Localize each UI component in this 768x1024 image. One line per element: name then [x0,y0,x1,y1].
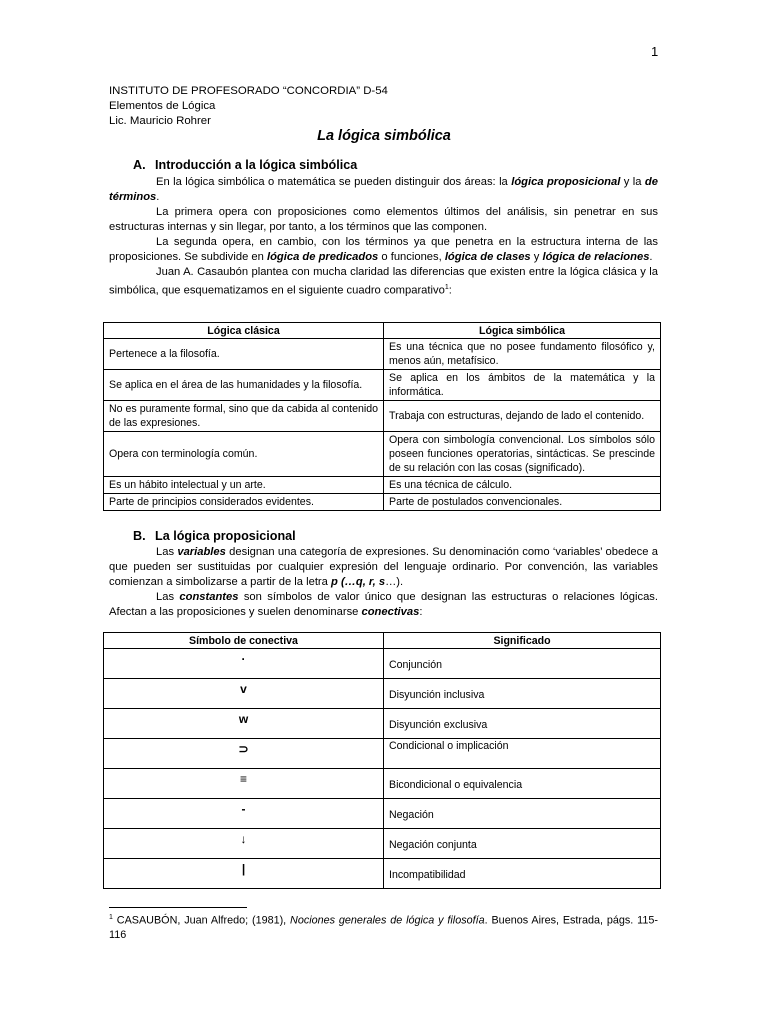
term-emphasis: lógica proposicional [511,176,621,188]
section-a-letter: A. [133,158,146,172]
footnote-book-title: Nociones generales de lógica y filosofía [290,914,485,927]
page-number: 1 [651,44,659,59]
table-cell: Es una técnica que no posee fundamento filosófico y, menos aún, metafísico. [384,339,661,370]
text-run: : [448,284,452,297]
footnote-text: CASAUBÓN, Juan Alfredo; (1981), [112,914,291,927]
table-row [104,401,661,432]
table-cell: Parte de postulados convencionales. [384,494,661,511]
section-b-body [109,545,658,620]
comparison-table [103,322,661,511]
text-run: son símbolos de valor único que designan las estructuras o relaciones lógicas. Afectan a las proposiciones y suelen denominarse [109,591,658,618]
text-run: La segunda opera, en cambio, con los términos ya que penetra en la estructura interna de las proposiciones. Se subdivide en [109,236,658,263]
table-cell: Opera con terminología común. [104,432,384,477]
connective-symbol: v [104,679,384,709]
paragraph [109,590,658,620]
term-emphasis: p (…q, r, s [331,576,386,588]
document-header [109,84,388,129]
author-name: Lic. Mauricio Rohrer [109,115,211,127]
table-cell: Opera con simbología convencional. Los símbolos sólo poseen funciones operatorias, sintácticas. Se prescinde de su relación con las cosas (significado). [384,432,661,477]
table-row [104,859,661,889]
paragraph [109,545,658,590]
connective-meaning: Condicional o implicación [384,739,661,769]
term-emphasis: lógica de relaciones [542,251,650,263]
table-cell: Se aplica en el área de las humanidades y la filosofía. [104,370,384,401]
table-row [104,709,661,739]
column-header: Símbolo de conectiva [104,633,384,649]
connective-symbol: w [104,709,384,739]
section-a-title: Introducción a la lógica simbólica [155,158,358,172]
text-run: . [649,251,653,263]
term-emphasis: de términos [109,176,658,203]
table-row [104,649,661,679]
connective-meaning: Negación conjunta [384,829,661,859]
term-emphasis: lógica de predicados [266,251,379,263]
section-b-heading [133,529,296,543]
table-header-row [104,633,661,649]
table-row [104,679,661,709]
text-run: y la [620,176,645,188]
paragraph: La primera opera con proposiciones como elementos últimos del análisis, sin penetrar en sus estructuras internas y sin llegar, por tanto, a los términos que las componen. [109,206,658,233]
text-run: En la lógica simbólica o matemática se pueden distinguir dos áreas: la [156,176,512,188]
section-b-letter: B. [133,529,146,543]
connective-symbol: ↓ [104,829,384,859]
footnote [109,911,658,942]
term-emphasis: conectivas [361,606,420,618]
footnote-mark: 1 [109,914,113,921]
table-row [104,829,661,859]
connective-meaning: Incompatibilidad [384,859,661,889]
text-run: designan una categoría de expresiones. Su denominación como ‘variables’ obedece a que pueden ser sustituidas por cualquier expresión del lenguaje ordinario. Por convención, las variables comienzan a simbolizarse a partir de la letra [109,546,658,588]
connective-symbol: ⊃ [104,739,384,769]
connective-symbol: - [104,799,384,829]
table-row [104,339,661,370]
term-emphasis: constantes [179,591,239,603]
term-emphasis: lógica de clases [444,251,531,263]
connectives-table [103,632,661,889]
table-cell: Trabaja con estructuras, dejando de lado el contenido. [384,401,661,432]
footnote-separator [109,907,247,908]
table-row [104,799,661,829]
section-b-title: La lógica proposicional [155,529,296,543]
text-run: y [530,251,543,263]
text-run: : [419,606,423,618]
connective-meaning: Bicondicional o equivalencia [384,769,661,799]
text-run: …). [385,576,404,588]
table-row [104,432,661,477]
footnote-reference[interactable]: 1 [444,284,449,291]
table-cell: Se aplica en los ámbitos de la matemática y la informática. [384,370,661,401]
column-header: Lógica simbólica [384,323,661,339]
connective-symbol: ≡ [104,769,384,799]
text-run: . [156,191,160,203]
connective-meaning: Disyunción exclusiva [384,709,661,739]
connective-meaning: Disyunción inclusiva [384,679,661,709]
table-row [104,494,661,511]
connective-symbol: · [104,649,384,679]
course-name: Elementos de Lógica [109,100,216,112]
document-title: La lógica simbólica [317,128,451,144]
table-cell: Pertenece a la filosofía. [104,339,384,370]
table-cell: No es puramente formal, sino que da cabida al contenido de las expresiones. [104,401,384,432]
term-emphasis: variables [177,546,226,558]
column-header: Significado [384,633,661,649]
paragraph [109,235,658,265]
connective-symbol: | [104,859,384,889]
paragraph [109,265,658,299]
table-cell: Parte de principios considerados evidentes. [104,494,384,511]
footnote-text: . Buenos Aires, Estrada, págs. 115-116 [109,914,658,941]
connective-meaning: Negación [384,799,661,829]
text-run: Las [156,591,180,603]
table-row [104,370,661,401]
table-row [104,769,661,799]
table-row [104,739,661,769]
text-run: Las [156,546,178,558]
text-run: o funciones, [378,251,445,263]
paragraph [109,175,658,205]
text-run: Juan A. Casaubón plantea con mucha claridad las diferencias que existen entre la lógica clásica y la simbólica, que esquematizamos en el siguiente cuadro comparativo [109,266,658,297]
table-row [104,477,661,494]
table-cell: Es una técnica de cálculo. [384,477,661,494]
section-a-heading [133,158,357,172]
institution-name: INSTITUTO DE PROFESORADO “CONCORDIA” D-54 [109,85,388,97]
section-a-body [109,175,658,299]
column-header: Lógica clásica [104,323,384,339]
table-header-row [104,323,661,339]
table-cell: Es un hábito intelectual y un arte. [104,477,384,494]
connective-meaning: Conjunción [384,649,661,679]
